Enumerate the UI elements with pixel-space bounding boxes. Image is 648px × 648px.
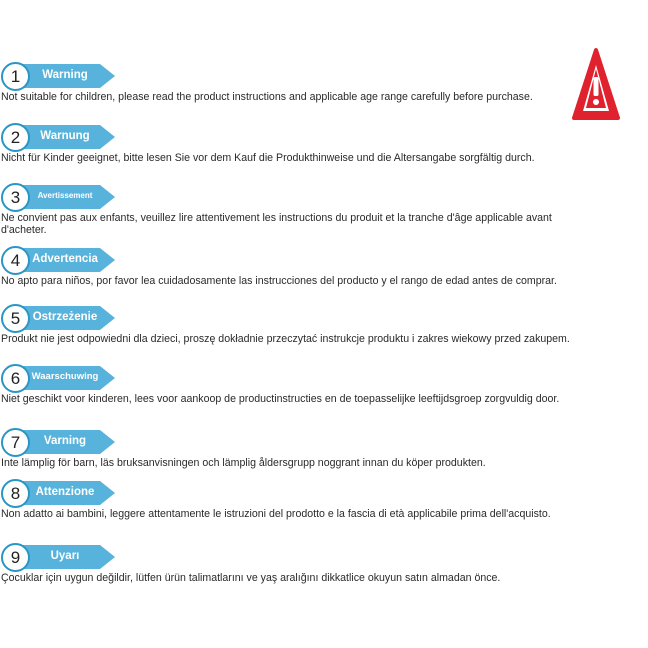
warning-text: Non adatto ai bambini, leggere attentamente le istruzioni del prodotto e la fascia di età applicabile prima dell'acquisto. [1,508,551,520]
warning-label: Varning [43,435,87,447]
number-badge: 9 [1,543,30,572]
warning-label: Advertencia [32,253,98,265]
warning-entry-4 [0,245,580,287]
warning-tag [0,61,116,91]
warning-tag [0,245,116,275]
warning-text: Not suitable for children, please read the product instructions and applicable age range carefully before purchase. [1,91,533,103]
warning-label: Avertissement [37,191,93,200]
warning-entry-9 [0,542,580,584]
warning-label: Ostrzeżenie [32,311,98,323]
warning-tag [0,427,116,457]
warning-text: Inte lämplig för barn, läs bruksanvisningen och lämplig åldersgrupp noggrant innan du köper produkten. [1,457,486,469]
warning-label: Uyarı [50,550,80,562]
warning-label: Warnung [40,130,90,142]
number-badge: 6 [1,364,30,393]
warning-label: Waarschuwing [31,371,99,382]
warning-text: Niet geschikt voor kinderen, lees voor aankoop de productinstructies en de toepasselijke leeftijdsgroep zorgvuldig door. [1,393,560,405]
warning-entry-3 [0,182,580,236]
number-badge: 8 [1,479,30,508]
warning-label: Attenzione [35,486,95,498]
warning-entry-6 [0,363,580,405]
warning-tag [0,182,116,212]
warning-entry-5 [0,303,580,345]
warning-entry-8 [0,478,580,520]
number-badge: 2 [1,123,30,152]
number-badge: 3 [1,183,30,212]
warning-text: Produkt nie jest odpowiedni dla dzieci, proszę dokładnie przeczytać instrukcje produktu i zakres wiekowy przed zakupem. [1,333,570,345]
number-badge: 1 [1,62,30,91]
warning-text: No apto para niños, por favor lea cuidadosamente las instrucciones del producto y el rango de edad antes de comprar. [1,275,557,287]
number-badge: 4 [1,246,30,275]
warning-tag [0,478,116,508]
warning-tag [0,303,116,333]
warning-entry-2 [0,122,580,164]
warning-text: Ne convient pas aux enfants, veuillez lire attentivement les instructions du produit et la tranche d'âge applicable avant d'acheter. [1,212,552,236]
number-badge: 7 [1,428,30,457]
warning-tag [0,542,116,572]
warning-entry-7 [0,427,580,469]
warning-entry-1 [0,61,580,103]
number-badge: 5 [1,304,30,333]
warning-tag [0,122,116,152]
warning-text: Çocuklar için uygun değildir, lütfen ürün talimatlarını ve yaş aralığını dikkatlice okuyun satın almadan önce. [1,572,501,584]
warning-label: Warning [42,69,88,81]
warning-tag [0,363,116,393]
warning-text: Nicht für Kinder geeignet, bitte lesen Sie vor dem Kauf die Produkthinweise und die Altersangabe sorgfältig durch. [1,152,535,164]
